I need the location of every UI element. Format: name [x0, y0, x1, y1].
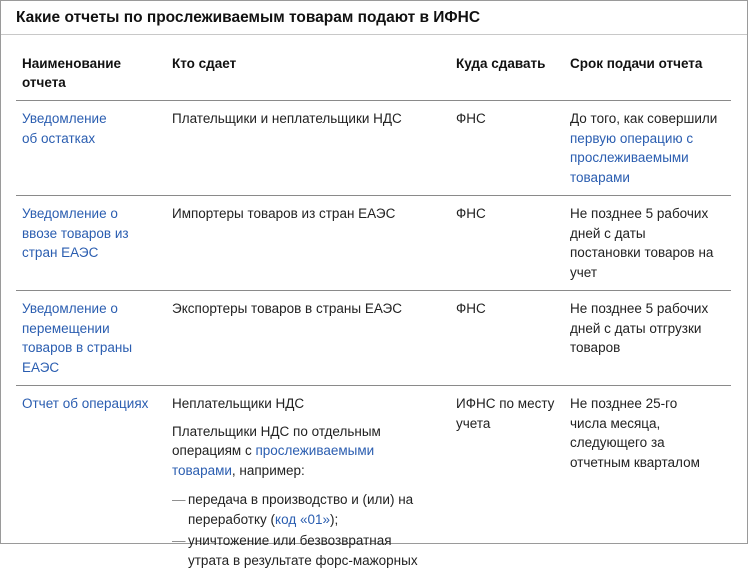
header-deadline: Срок подачи отчета [564, 35, 731, 101]
cell-where: ФНС [450, 196, 564, 291]
operations-list [172, 490, 430, 570]
cell-deadline: Не позднее 25-го числа месяца, следующего за отчетным кварталом [564, 386, 731, 580]
cell-who: Импортеры товаров из стран ЕАЭС [166, 196, 450, 291]
cell-report-name [16, 291, 166, 386]
table-row [16, 101, 731, 196]
cell-who: Экспортеры товаров в страны ЕАЭС [166, 291, 450, 386]
traceable-goods-link[interactable]: прослеживаемыми товарами [172, 443, 374, 478]
list-item-text: уничтожение или безвозвратная утрата в результате форс-мажорных [188, 533, 418, 568]
who-non-payers: Неплательщики НДС [172, 394, 430, 414]
list-item-text: передача в производство и (или) на переработку ( [188, 492, 413, 527]
who-payers-text: Плательщики НДС по отдельным операциям с [172, 424, 381, 459]
cell-where: ФНС [450, 291, 564, 386]
cell-deadline [564, 101, 731, 196]
list-item-tail: ); [330, 512, 338, 527]
report-link-remains[interactable]: Уведомление об остатках [22, 109, 122, 148]
report-link-export[interactable]: Уведомление о перемещении товаров в страны ЕАЭС [22, 299, 142, 377]
page-title: Какие отчеты по прослеживаемым товарам подают в ИФНС [16, 9, 480, 27]
cell-report-name [16, 386, 166, 580]
table-row [16, 196, 731, 291]
table-header-row [16, 35, 731, 101]
who-payers-tail: , например: [232, 463, 305, 478]
who-payers [172, 422, 430, 481]
cell-where: ФНС [450, 101, 564, 196]
report-link-import[interactable]: Уведомление о ввозе товаров из стран ЕАЭС [22, 204, 140, 263]
header-where: Куда сдавать [450, 35, 564, 101]
table-container[interactable] [16, 35, 732, 543]
dash-marker: — [172, 490, 186, 510]
cell-deadline: Не позднее 5 рабочих дней с даты постановки товаров на учет [564, 196, 731, 291]
deadline-text: До того, как совершили [570, 111, 717, 126]
title-bar [1, 1, 747, 35]
header-who: Кто сдает [166, 35, 450, 101]
report-link-operations[interactable]: Отчет об операциях [22, 394, 160, 414]
code-01-link[interactable]: код «01» [275, 512, 330, 527]
cell-report-name [16, 196, 166, 291]
table-row [16, 386, 731, 580]
cell-deadline: Не позднее 5 рабочих дней с даты отгрузки товаров [564, 291, 731, 386]
table-row [16, 291, 731, 386]
dash-marker: — [172, 531, 186, 551]
list-item [172, 531, 430, 570]
first-operation-link[interactable]: первую операцию с прослеживаемыми товарами [570, 131, 693, 185]
list-item [172, 490, 430, 529]
reports-table [16, 35, 731, 580]
cell-report-name [16, 101, 166, 196]
header-report-name: Наименование отчета [16, 35, 166, 101]
cell-who: Плательщики и неплательщики НДС [166, 101, 450, 196]
cell-who [166, 386, 450, 580]
cell-where: ИФНС по месту учета [450, 386, 564, 580]
